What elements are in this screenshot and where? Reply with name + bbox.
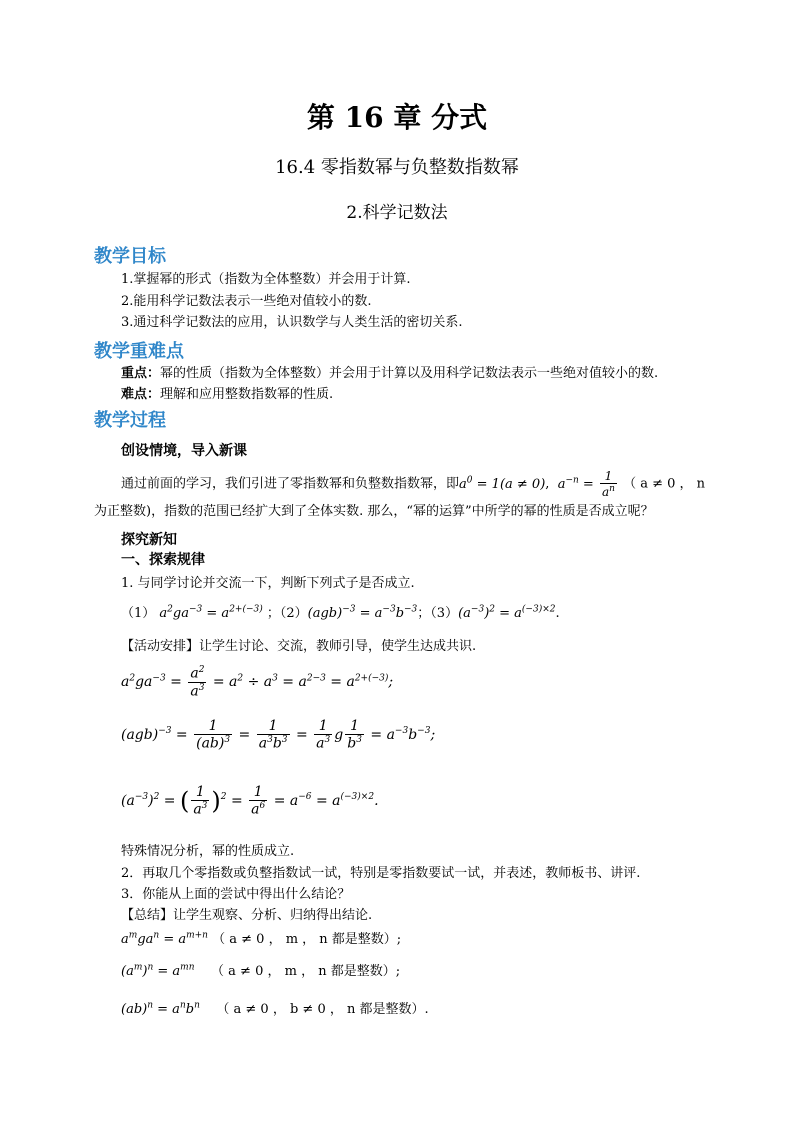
zero-exponent-formula: $a^0 = 1(a \ne 0)$ bbox=[459, 475, 546, 492]
explore-subtitle: 一、探索规律 bbox=[121, 552, 205, 568]
key-text: 幂的性质（指数为全体整数）并会用于计算以及用科学记数法表示一些绝对值较小的数. bbox=[160, 366, 659, 381]
summary: 【总结】让学生观察、分析、归纳得出结论. bbox=[121, 908, 373, 923]
key-label: 重点： bbox=[121, 366, 161, 381]
formulas-to-check: （1） $a^2ga^{-3} = a^{2+(-3)}$ ；$(2)(agb)^{-3} = a^{-3}b^{-3}$；$(3)(a^{-3})^2 = a^{(-3)\times 2}$. bbox=[121, 604, 560, 621]
question-3: 3．你能从上面的尝试中得出什么结论？ bbox=[121, 887, 351, 902]
key-point bbox=[121, 362, 658, 381]
goal-item: 2.能用科学记数法表示一些绝对值较小的数. bbox=[121, 294, 372, 309]
rule-3-condition: （ a ≠ 0 ， b ≠ 0 ， n 都是整数）. bbox=[216, 1002, 429, 1017]
difficult-text: 理解和应用整数指数幂的性质. bbox=[160, 387, 334, 402]
goal-item: 3.通过科学记数法的应用，认识数学与人类生活的密切关系. bbox=[121, 315, 463, 330]
section-title: 16.4 零指数幂与负整数指数幂 bbox=[275, 157, 519, 178]
intro-paragraph-line1: 通过前面的学习，我们引进了零指数幂和负整数指数幂，即$a^0 = 1(a \ne 0)$, $a^{-n}$ = $\frac{1}{a^n}$ （ a ≠ 0 ， n bbox=[121, 469, 706, 499]
negative-exponent-formula: $a^{-n}$ = $\frac{1}{a^n}$ bbox=[557, 469, 615, 499]
difficult-label: 难点： bbox=[121, 387, 161, 402]
intro-text: 通过前面的学习，我们引进了零指数幂和负整数指数幂，即 bbox=[121, 476, 460, 492]
rule-3: $(ab)^n = a^nb^n$ （ a ≠ 0 ， b ≠ 0 ， n 都是整数）. bbox=[121, 1000, 429, 1017]
conclusion: 特殊情况分析，幂的性质成立. bbox=[121, 844, 295, 859]
question-2: 2．再取几个零指数或负整指数试一试，特别是零指数要试一试，并表述，教师板书、讲评. bbox=[121, 866, 641, 881]
goal-item: 1.掌握幂的形式（指数为全体整数）并会用于计算. bbox=[121, 272, 411, 287]
intro-condition: （ a ≠ 0 ， n bbox=[623, 476, 706, 492]
rule-1: $a^mga^n = a^{m+n}$ （ a ≠ 0 ， m ， n 都是整数）; bbox=[121, 930, 402, 947]
activity-arrangement: 【活动安排】让学生讨论、交流，教师引导，使学生达成共识. bbox=[121, 639, 477, 654]
derivation-1: $a^2ga^{-3}$ = $\frac{a^2}{a^3}$ = $a^2 \div a^3 = a^{2-3} = a^{2+(-3)}$; bbox=[121, 665, 394, 700]
question-1: 1. 与同学讨论并交流一下，判断下列式子是否成立. bbox=[121, 576, 415, 591]
page-title: 第 16 章 分式 bbox=[306, 101, 488, 134]
rule-1-condition: （ a ≠ 0 ， m ， n 都是整数）; bbox=[212, 932, 402, 947]
rule-2-condition: （ a ≠ 0 ， m ， n 都是整数）; bbox=[211, 964, 401, 979]
subsection-title: 2.科学记数法 bbox=[346, 203, 448, 223]
rule-2: $(a^m)^n = a^{mn}$ （ a ≠ 0 ， m ， n 都是整数）; bbox=[121, 962, 401, 979]
goals-heading: 教学目标 bbox=[94, 246, 166, 267]
keypoints-heading: 教学重难点 bbox=[94, 341, 184, 362]
derivation-2: (agb)$^{-3}$ = $\frac{1}{(ab)^3}$ = $\frac{1}{a^3b^3}$ = $\frac{1}{a^3}$ g $\frac{1}{b^3}$ = $a^{-3}b^{-3}$; bbox=[121, 718, 436, 752]
process-heading: 教学过程 bbox=[94, 410, 166, 431]
intro-title: 创设情境，导入新课 bbox=[121, 443, 247, 459]
derivation-3: $(a^{-3})^2$ = ( $\frac{1}{a^3}$ )$^2$ = $\frac{1}{a^6}$ = $a^{-6} = a^{(-3)\times 2}$. bbox=[121, 784, 379, 818]
difficult-point bbox=[121, 383, 333, 402]
intro-paragraph-line2: 为正整数)，指数的范围已经扩大到了全体实数. 那么，“幂的运算”中所学的幂的性质是否成立呢？ bbox=[94, 504, 654, 519]
explore-title: 探究新知 bbox=[121, 532, 177, 548]
